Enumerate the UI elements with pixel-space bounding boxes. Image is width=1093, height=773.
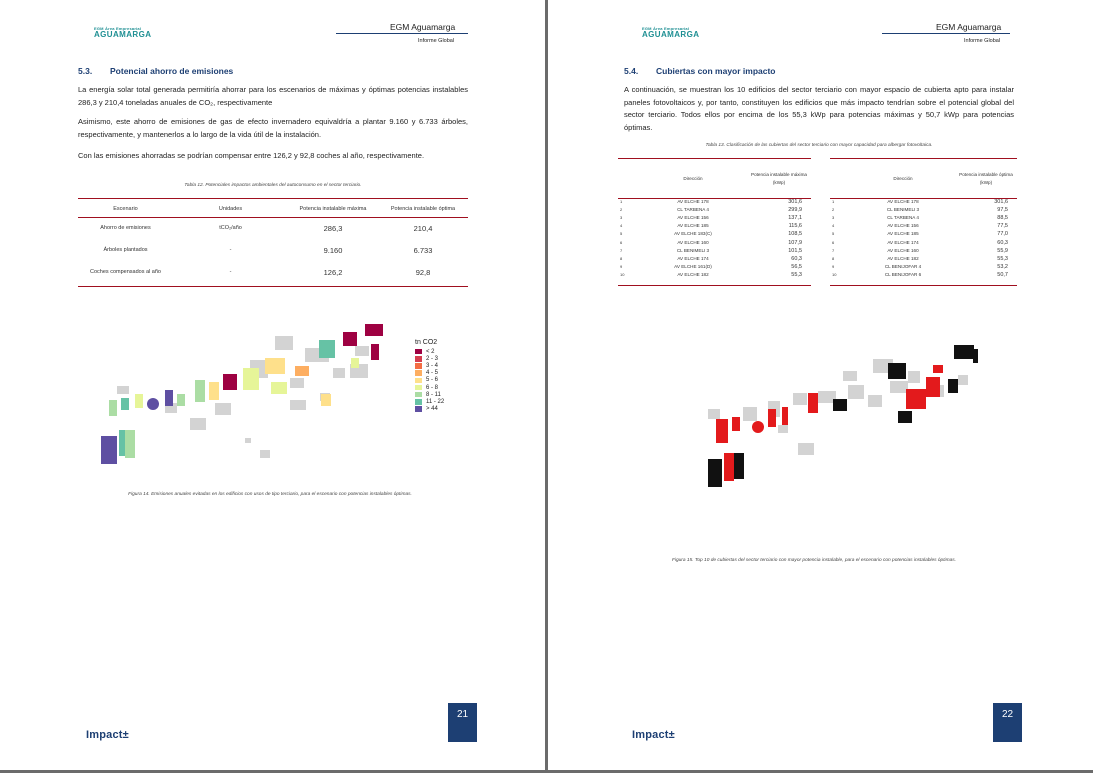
- building-colored: [125, 430, 135, 458]
- legend-label: 6 - 8: [426, 384, 439, 391]
- cell: 1: [832, 199, 835, 205]
- table-row: [78, 217, 468, 239]
- cell: -: [229, 247, 232, 253]
- legend-item: [415, 355, 444, 362]
- col-header-index: [620, 160, 638, 198]
- cell: 107,9: [788, 239, 802, 246]
- top-building: [954, 345, 974, 359]
- table-header-row: [78, 200, 468, 217]
- table-row: [620, 230, 810, 238]
- building-colored: [209, 382, 219, 400]
- cell: 50,7: [997, 271, 1008, 278]
- legend-item: [415, 362, 444, 369]
- header-title: EGM Aguamarga: [936, 22, 1002, 32]
- top-building: [782, 407, 788, 425]
- table-header-rule: [78, 217, 468, 218]
- paragraph-2: Asimismo, este ahorro de emisiones de gas de efecto invernadero equivaldría a plantar 9.160 y 6.733 árboles, respectivamente, y mantenerlos a lo largo de la vida útil de la instalación.: [78, 117, 468, 139]
- cell: AV ELCHE 182: [887, 255, 919, 261]
- section-title-text: Cubiertas con mayor impacto: [656, 66, 776, 76]
- legend-swatch: [415, 349, 422, 355]
- cell: AV ELCHE 156: [887, 223, 919, 229]
- col-header-units: Unidades: [218, 205, 243, 212]
- legend-label: 3 - 4: [426, 362, 439, 369]
- legend-item: [415, 406, 444, 413]
- top-building: [906, 389, 926, 409]
- building-plain: [868, 395, 882, 407]
- legend-label: 11 - 22: [426, 398, 445, 405]
- cell: 60,3: [997, 239, 1008, 246]
- table-row: [78, 261, 468, 283]
- right-page: [548, 0, 1093, 770]
- impact-logo: Impact±: [86, 729, 129, 741]
- legend-item: [415, 398, 444, 405]
- col-header-max: Potencia instalable máxima: [299, 205, 367, 212]
- cell: 4: [620, 223, 623, 229]
- building-plain: [793, 393, 807, 405]
- cell: 210,4: [413, 223, 433, 233]
- col-header-scenario: Escenario: [113, 205, 138, 212]
- impact-logo: Impact±: [632, 729, 675, 741]
- legend-label: 2 - 3: [426, 355, 439, 362]
- cell: 56,5: [791, 263, 802, 270]
- building-colored: [351, 358, 359, 368]
- cell: 9: [620, 263, 623, 269]
- cell: AV ELCHE 156: [677, 215, 709, 221]
- top10-opt-table: [832, 160, 1016, 279]
- building-colored: [177, 394, 185, 406]
- cell: 299,9: [788, 207, 802, 214]
- table-row: [832, 238, 1016, 246]
- header-line: [336, 33, 468, 34]
- building-colored: [271, 382, 287, 394]
- legend-item: [415, 370, 444, 377]
- building-plain: [333, 368, 345, 378]
- cell: 8: [620, 255, 623, 261]
- building-plain: [290, 400, 306, 410]
- table-max-bottom-rule: [618, 285, 811, 286]
- top-building: [898, 411, 912, 423]
- building-plain: [743, 407, 757, 421]
- building-colored: [321, 394, 331, 406]
- page-number: 22: [993, 703, 1022, 742]
- cell: 55,3: [997, 255, 1008, 262]
- building-plain: [958, 375, 968, 385]
- table-bottom-rule: [78, 286, 468, 287]
- top-building: [716, 419, 728, 443]
- paragraph-3: Con las emisiones ahorradas se podrían compensar entre 126,2 y 92,8 coches al año, respectivamente.: [78, 151, 425, 160]
- cell: CL BENIJOFAR 4: [884, 263, 922, 269]
- col-header-index: [832, 160, 850, 198]
- cell: 137,1: [788, 215, 802, 222]
- table-row: [620, 247, 810, 255]
- building-plain: [890, 381, 908, 393]
- top-building: [926, 377, 940, 397]
- section-title: [624, 66, 776, 76]
- cell: 2: [620, 207, 623, 213]
- cell: CL TARBENA 4: [677, 207, 709, 213]
- top-building: [752, 421, 764, 433]
- figure-15-caption: Figura 15. Top 10 de cubiertas del sector terciario con mayor potencia instalable, para el escenario con potencias instalables óptimas.: [671, 558, 957, 563]
- building-colored: [165, 390, 173, 406]
- table-row: [620, 255, 810, 263]
- table-row: [832, 198, 1016, 206]
- building-colored: [135, 394, 143, 408]
- cell: 301,6: [788, 199, 802, 206]
- building-plain: [848, 385, 864, 399]
- legend-label: > 44: [426, 406, 438, 413]
- col-header-power-max: Potencia instalable máxima (kWp): [751, 172, 807, 185]
- building-colored: [147, 398, 159, 410]
- cell: 97,5: [997, 207, 1008, 214]
- cell: 4: [832, 223, 835, 229]
- top-building: [708, 459, 722, 487]
- cell: 92,8: [415, 267, 431, 277]
- building-plain: [708, 409, 720, 419]
- cell: 6: [620, 239, 623, 245]
- emissions-map: [95, 318, 415, 468]
- table-top-rule: [78, 198, 468, 199]
- legend-label: < 2: [426, 348, 435, 355]
- section-number: 5.4.: [624, 66, 639, 76]
- logo-big-text: AGUAMARGA: [642, 30, 700, 39]
- cell: AV ELCHE 174: [887, 239, 919, 245]
- cell: AV ELCHE 160: [887, 247, 919, 253]
- logo-big-text: AGUAMARGA: [94, 30, 152, 39]
- cell: 3: [620, 215, 623, 221]
- legend-title: tn CO2: [415, 339, 438, 346]
- cell: 60,3: [791, 255, 802, 262]
- table-12-caption: Tabla 12. Potenciales impactos ambientales del autoconsumo en el sector terciario.: [184, 183, 362, 188]
- col-header-address: Dirección: [683, 176, 703, 181]
- building-colored: [265, 358, 285, 374]
- building-plain: [798, 443, 814, 455]
- cell: -: [229, 269, 232, 275]
- cell: 3: [832, 215, 835, 221]
- building-colored: [121, 398, 129, 410]
- cell: 55,3: [791, 271, 802, 278]
- cell: 108,5: [788, 231, 802, 238]
- legend-swatch: [415, 392, 422, 398]
- legend-item: [415, 384, 444, 391]
- table-row: [78, 239, 468, 261]
- cell: AV ELCHE 161(D): [674, 263, 712, 269]
- cell: 1: [620, 199, 623, 205]
- building-plain: [245, 438, 251, 443]
- table-row: [620, 271, 810, 279]
- legend-label: 8 - 11: [426, 391, 441, 398]
- legend-swatch: [415, 370, 422, 376]
- col-header-address: Dirección: [893, 176, 913, 181]
- table-row: [832, 206, 1016, 214]
- table-header-row: [832, 160, 1016, 198]
- top10-max-table: [620, 160, 810, 279]
- logo-small-text: EGM Área Empresarial: [94, 26, 142, 31]
- table-opt-top-rule: [830, 158, 1017, 159]
- top-building: [734, 453, 744, 479]
- table-row: [620, 238, 810, 246]
- building-plain: [190, 418, 206, 430]
- cell: 8: [832, 255, 835, 261]
- top-building: [933, 365, 943, 373]
- building-plain: [260, 450, 270, 458]
- table-row: [620, 198, 810, 206]
- cell: 301,6: [994, 199, 1008, 206]
- cell: 5: [832, 231, 835, 237]
- building-colored: [195, 380, 205, 402]
- cell: 6: [832, 239, 835, 245]
- cell: 10: [620, 271, 625, 277]
- building-plain: [778, 425, 788, 433]
- map-legend: [415, 339, 444, 413]
- legend-item: [415, 377, 444, 384]
- paragraph-1: La energía solar total generada permitiría ahorrar para los escenarios de máximas y óptimas potencias instalables 286,3 y 210,4 toneladas anuales de CO₂, respectivamente: [78, 85, 468, 107]
- top10-map: [658, 335, 978, 495]
- building-colored: [365, 324, 383, 336]
- table-header-row: [620, 160, 810, 198]
- figure-14-caption: Figura 14. Emisiones anuales evitadas en los edificios con usos de tipo terciario, para el escenario con potencias instalables óptimas.: [128, 492, 412, 497]
- page-number: 21: [448, 703, 477, 742]
- cell: 286,3: [323, 223, 343, 233]
- top-building: [948, 379, 958, 393]
- left-page: [0, 0, 545, 770]
- cell: AV ELCHE 185: [887, 231, 919, 237]
- cell: 7: [832, 247, 835, 253]
- table-13-caption: Tabla 13. Clasificación de las cubiertas del sector terciario con mayor capacidad para albergar fotovoltaica.: [705, 143, 933, 148]
- cell: CL BENIMELI 3: [676, 247, 710, 253]
- legend-swatch: [415, 363, 422, 369]
- cell: CL TARBENA 4: [887, 215, 919, 221]
- table-row: [832, 247, 1016, 255]
- cell: 10: [832, 271, 837, 277]
- cell: 2: [832, 207, 835, 213]
- cell: AV ELCHE 183(C): [674, 231, 712, 237]
- cell: 55,9: [997, 247, 1008, 254]
- cell: AV ELCHE 178: [677, 199, 709, 205]
- building-colored: [319, 340, 335, 358]
- table-row: [620, 222, 810, 230]
- building-plain: [290, 378, 304, 388]
- emissions-table: [78, 200, 468, 283]
- top-building: [888, 363, 906, 379]
- cell: AV ELCHE 178: [887, 199, 919, 205]
- cell: 77,5: [997, 223, 1008, 230]
- legend-label: 4 - 5: [426, 370, 439, 377]
- cell: AV ELCHE 182: [677, 271, 709, 277]
- header-subtitle: Informe Global: [418, 38, 455, 44]
- header-line: [882, 33, 1010, 34]
- table-row: [832, 263, 1016, 271]
- cell: CL BENIJOFAR 6: [884, 271, 922, 277]
- aguamarga-logo: [94, 26, 151, 39]
- table-row: [832, 230, 1016, 238]
- top-building: [808, 393, 818, 413]
- col-header-opt: Potencia instalable óptima: [390, 205, 456, 212]
- building-colored: [343, 332, 357, 346]
- logo-small-text: EGM Área Empresarial: [642, 26, 690, 31]
- cell: 7: [620, 247, 623, 253]
- legend-swatch: [415, 406, 422, 412]
- table-row: [832, 271, 1016, 279]
- aguamarga-logo: [642, 26, 699, 39]
- cell: 6.733: [413, 245, 433, 255]
- building-colored: [371, 344, 379, 360]
- cell: 101,5: [788, 247, 802, 254]
- section-title-text: Potencial ahorro de emisiones: [110, 66, 234, 76]
- col-header-power-opt: Potencia instalable óptima (kWp): [959, 172, 1013, 185]
- table-row: [832, 255, 1016, 263]
- building-colored: [223, 374, 237, 390]
- cell: 126,2: [323, 267, 343, 277]
- header-title: EGM Aguamarga: [390, 22, 456, 32]
- table-opt-bottom-rule: [830, 285, 1017, 286]
- cell: 77,0: [997, 231, 1008, 238]
- cell: 9: [832, 263, 835, 269]
- cell: Árboles plantados: [103, 247, 148, 253]
- legend-label: 5 - 6: [426, 377, 439, 384]
- table-max-header-rule: [618, 198, 811, 199]
- table-row: [620, 263, 810, 271]
- legend-swatch: [415, 385, 422, 391]
- cell: 9.160: [323, 245, 343, 255]
- legend-swatch: [415, 356, 422, 362]
- table-row: [832, 214, 1016, 222]
- cell: AV ELCHE 185: [677, 223, 709, 229]
- cell: AV ELCHE 174: [677, 255, 709, 261]
- building-colored: [243, 368, 259, 390]
- top-building: [768, 409, 776, 427]
- table-row: [620, 214, 810, 222]
- top-building: [732, 417, 740, 431]
- cell: 53,2: [997, 263, 1008, 270]
- building-colored: [295, 366, 309, 376]
- table-row: [620, 206, 810, 214]
- cell: 5: [620, 231, 623, 237]
- building-plain: [275, 336, 293, 350]
- table-opt-header-rule: [830, 198, 1017, 199]
- building-colored: [101, 436, 117, 464]
- cell: 88,5: [997, 215, 1008, 222]
- top-building: [724, 453, 734, 481]
- cell: CL BENIMELI 3: [886, 207, 920, 213]
- building-plain: [843, 371, 857, 381]
- building-plain: [117, 386, 129, 394]
- table-max-top-rule: [618, 158, 811, 159]
- building-plain: [355, 346, 369, 356]
- legend-swatch: [415, 399, 422, 405]
- building-colored: [109, 400, 117, 416]
- section-title: [78, 66, 233, 76]
- legend-item: [415, 348, 444, 355]
- cell: AV ELCHE 160: [677, 239, 709, 245]
- cell: Ahorro de emisiones: [100, 225, 151, 231]
- paragraph-1: A continuación, se muestran los 10 edificios del sector terciario con mayor espacio de cubierta apto para instalar paneles fotovoltaicos y, por tanto, constituyen los edificios que más impacto tendrían sobre el potencial global del sector terciario. Todos ellos por encima de los 55,3 kWp para potencias máximas y 50,7 kWp para potencias óptimas.: [624, 85, 1014, 132]
- top-building: [833, 399, 847, 411]
- cell: tCO₂/año: [219, 225, 242, 231]
- section-number: 5.3.: [78, 66, 93, 76]
- building-plain: [215, 403, 231, 415]
- cell: 115,6: [788, 223, 802, 230]
- table-row: [832, 222, 1016, 230]
- header-subtitle: Informe Global: [964, 38, 1001, 44]
- building-plain: [908, 371, 920, 383]
- legend-swatch: [415, 378, 422, 384]
- legend-item: [415, 391, 444, 398]
- cell: Coches compensados al año: [90, 269, 161, 275]
